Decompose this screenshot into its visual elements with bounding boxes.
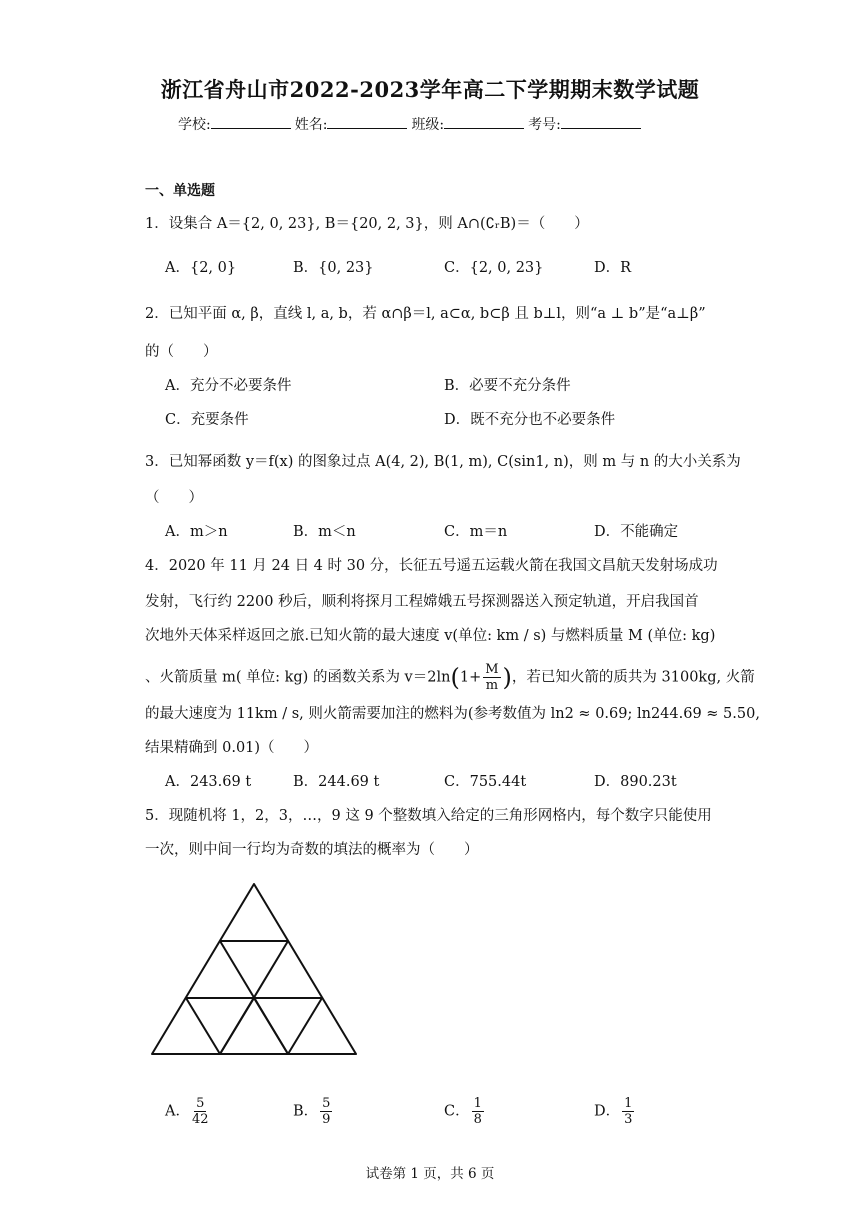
student-info-row (178, 114, 645, 134)
q5-option-b: B． $\frac{5}{9}$ (293, 1096, 331, 1127)
q5-option-a: A． $\frac{5}{42}$ (165, 1096, 209, 1127)
school-label: 学校: (178, 117, 211, 133)
q4-line5: 的最大速度为 11km / s, 则火箭需要加注的燃料为(参考数值为 ln2 ≈ 0.69; ln244.69 ≈ 5.50, (145, 706, 760, 722)
q2-stem-line2: 的（ ） (145, 344, 218, 360)
page-title: 浙江省舟山市2022-2023学年高二下学期期末数学试题 (160, 77, 700, 102)
q4-line4-end: ，若已知火箭的质共为 3100kg, 火箭 (511, 669, 755, 686)
q4-fraction: $\frac{M}{m}$ (485, 662, 499, 693)
q4-option-c: C．755.44t (444, 774, 527, 790)
q5-line2: 一次，则中间一行均为奇数的填法的概率为（ ） (145, 842, 479, 858)
q3-stem-line1: 3．已知幂函数 y＝f(x) 的图象过点 A(4, 2), B(1, m), C(sin1, n)，则 m 与 n 的大小关系为 (145, 454, 741, 470)
name-field[interactable] (327, 114, 407, 129)
q4-line4-start: 、火箭质量 m( 单位: kg) 的函数关系为 v＝2ln (145, 669, 451, 686)
q2-option-b: B．必要不充分条件 (444, 378, 571, 394)
q1-option-d: D．R (594, 260, 632, 276)
q3-option-d: D．不能确定 (594, 524, 679, 540)
q1-option-a: A．{2, 0} (165, 260, 237, 276)
q3-option-b: B．m＜n (293, 524, 356, 540)
number-label: 考号: (528, 117, 561, 133)
class-field[interactable] (444, 114, 524, 129)
school-field[interactable] (211, 114, 291, 129)
q4-line3: 次地外天体采样返回之旅.已知火箭的最大速度 v(单位: km / s) 与燃料质量 M (单位: kg) (145, 628, 716, 644)
q4-line1: 4．2020 年 11 月 24 日 4 时 30 分，长征五号遥五运载火箭在我国文昌航天发射场成功 (145, 558, 718, 574)
page-footer: 试卷第 1 页，共 6 页 (365, 1166, 495, 1182)
q2-option-c: C．充要条件 (165, 412, 249, 428)
q4-option-b: B．244.69 t (293, 774, 380, 790)
q4-option-d: D．890.23t (594, 774, 677, 790)
q4-line6: 结果精确到 0.01)（ ） (145, 740, 319, 756)
q2-option-a: A．充分不必要条件 (165, 378, 292, 394)
q5-line1: 5．现随机将 1，2，3，…，9 这 9 个整数填入给定的三角形网格内，每个数字只能使用 (145, 808, 712, 824)
q2-option-d: D．既不充分也不必要条件 (444, 412, 616, 428)
number-field[interactable] (561, 114, 641, 129)
q1-option-b: B．{0, 23} (293, 260, 374, 276)
q2-stem-line1: 2．已知平面 α, β，直线 l, a, b，若 α∩β＝l, a⊂α, b⊂β 且 b⊥l，则“a ⊥ b”是“a⊥β” (145, 306, 706, 322)
q1-stem: 1．设集合 A＝{2, 0, 23}, B＝{20, 2, 3}，则 A∩(∁ᵣB)＝（ ） (145, 216, 589, 232)
q3-option-c: C．m＝n (444, 524, 508, 540)
q3-stem-line2: （ ） (145, 490, 203, 506)
section-heading: 一、单选题 (145, 183, 215, 199)
q5-option-c: C． $\frac{1}{8}$ (444, 1096, 482, 1127)
name-label: 姓名: (294, 117, 328, 133)
q3-option-a: A．m＞n (165, 524, 228, 540)
q4-line4: 、火箭质量 m( 单位: kg) 的函数关系为 v＝2ln(1+ $\frac{M}{m}$ )，若已知火箭的质共为 3100kg, 火箭 (145, 662, 755, 693)
q1-option-c: C．{2, 0, 23} (444, 260, 544, 276)
q4-option-a: A．243.69 t (165, 774, 252, 790)
q5-option-d: D． $\frac{1}{3}$ (594, 1096, 633, 1127)
triangle-grid-figure (148, 880, 360, 1062)
class-label: 班级: (411, 117, 445, 133)
q4-line2: 发射，飞行约 2200 秒后，顺利将探月工程嫦娥五号探测器送入预定轨道，开启我国首 (145, 594, 699, 610)
